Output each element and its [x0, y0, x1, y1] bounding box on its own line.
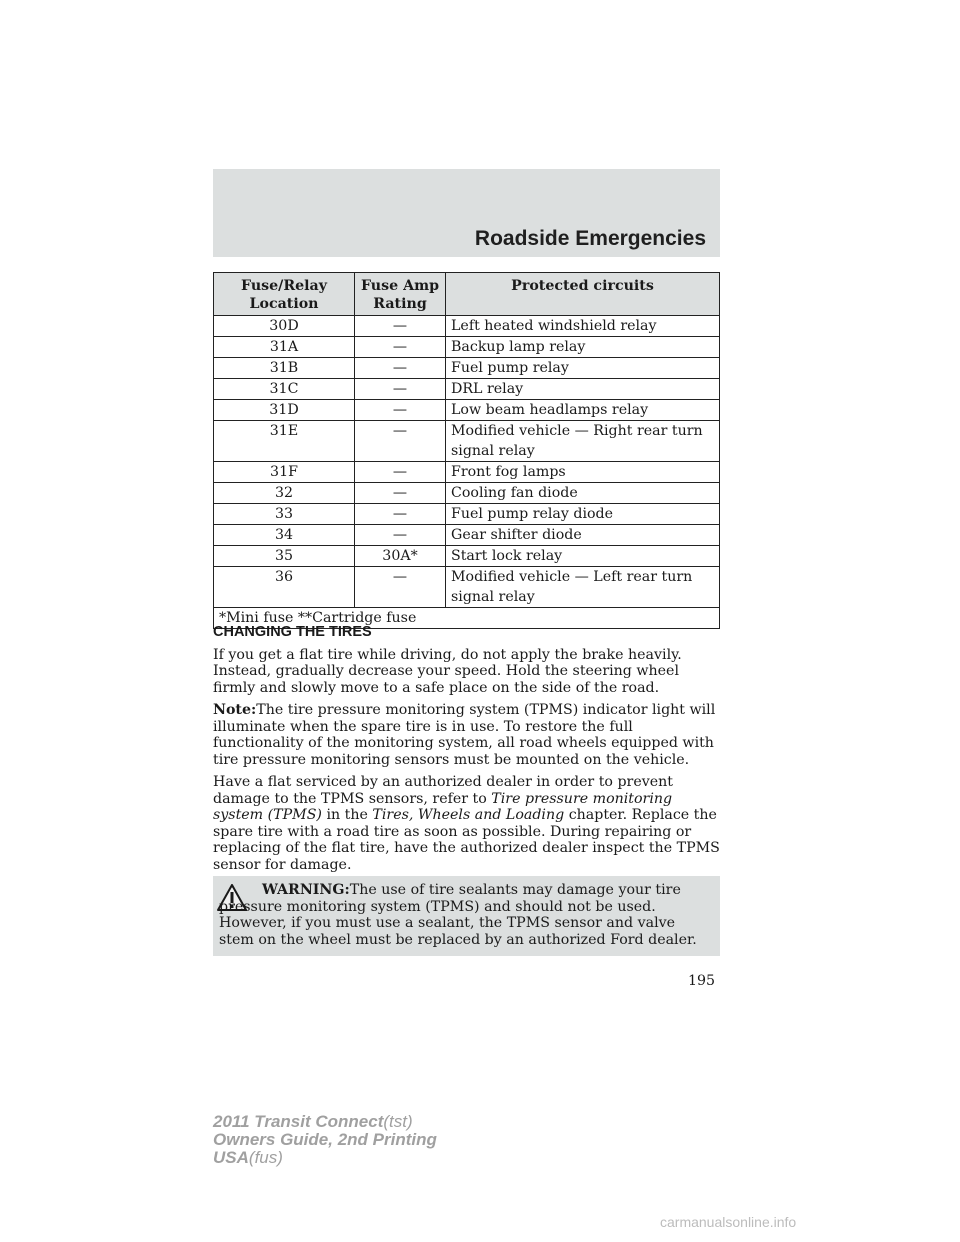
- location-cell: 31C: [214, 379, 355, 400]
- amp-cell: —: [355, 400, 446, 421]
- table-row: [214, 337, 720, 358]
- amp-cell: 30A*: [355, 546, 446, 567]
- amp-cell: —: [355, 316, 446, 337]
- table-footnote: *Mini fuse **Cartridge fuse: [214, 608, 720, 629]
- table-row: [214, 462, 720, 483]
- amp-cell: —: [355, 567, 446, 608]
- table-row: [214, 358, 720, 379]
- warning-label: WARNING:: [262, 882, 350, 898]
- note-paragraph: [213, 702, 720, 768]
- warning-paragraph: [219, 882, 712, 948]
- warning-text: The use of tire sealants may damage your tire pressure monitoring system (TPMS) and should not be used. However, if you must use a sealant, the TPMS sensor and valve stem on the wheel must be replaced by an authorized Ford dealer.: [219, 882, 697, 948]
- footer-line-3: [213, 1149, 437, 1167]
- amp-cell: —: [355, 421, 446, 462]
- warning-box: [213, 876, 720, 956]
- circuit-cell: Cooling fan diode: [446, 483, 720, 504]
- amp-cell: —: [355, 504, 446, 525]
- table-row: [214, 483, 720, 504]
- watermark: carmanualsonline.info: [660, 1214, 797, 1230]
- location-cell: 31A: [214, 337, 355, 358]
- circuit-cell: Low beam headlamps relay: [446, 400, 720, 421]
- service-text-b: in the: [321, 807, 373, 823]
- service-text-c: chapter. Replace the spare tire with a road tire as soon as possible. During repairing or replacing of the flat tire, have the authorized dealer inspect the TPMS sensor for damage.: [213, 807, 720, 873]
- circuit-cell: Fuel pump relay diode: [446, 504, 720, 525]
- section-title: CHANGING THE TIRES: [213, 624, 372, 640]
- footer-market: USA: [213, 1148, 249, 1167]
- amp-cell: —: [355, 483, 446, 504]
- fuse-table: [213, 272, 720, 629]
- amp-cell: —: [355, 337, 446, 358]
- location-cell: 33: [214, 504, 355, 525]
- circuit-cell: Start lock relay: [446, 546, 720, 567]
- circuit-cell: Front fog lamps: [446, 462, 720, 483]
- table-row: [214, 379, 720, 400]
- footer-printing: Owners Guide, 2nd Printing: [213, 1130, 437, 1149]
- table-row: [214, 316, 720, 337]
- circuit-cell: Modified vehicle — Left rear turn signal relay: [446, 567, 720, 608]
- column-header-location: Fuse/Relay Location: [214, 273, 355, 316]
- tire-change-section: [213, 624, 720, 879]
- location-cell: 35: [214, 546, 355, 567]
- service-text-a: Have a flat serviced by an authorized dealer in order to prevent damage to the TPMS sensors, refer to: [213, 774, 673, 807]
- paragraph-flat-tire: If you get a flat tire while driving, do not apply the brake heavily. Instead, gradually decrease your speed. Hold the steering wheel firmly and slowly move to a safe place on the side of the road.: [213, 646, 682, 696]
- section-header-band: [213, 169, 720, 257]
- footer-line-2: [213, 1131, 437, 1149]
- column-header-protected-circuits: Protected circuits: [446, 273, 720, 316]
- paragraph-service: [213, 774, 720, 873]
- location-cell: 32: [214, 483, 355, 504]
- location-cell: 31F: [214, 462, 355, 483]
- circuit-cell: Fuel pump relay: [446, 358, 720, 379]
- document-footer: [213, 1113, 437, 1167]
- table-row: [214, 400, 720, 421]
- table-row: [214, 421, 720, 462]
- footer-model-tag: (tst): [383, 1112, 413, 1131]
- location-cell: 30D: [214, 316, 355, 337]
- location-cell: 31B: [214, 358, 355, 379]
- table-row: [214, 567, 720, 608]
- circuit-cell: Backup lamp relay: [446, 337, 720, 358]
- fuse-table-header-row: [214, 273, 720, 316]
- location-cell: 34: [214, 525, 355, 546]
- footer-line-1: [213, 1113, 437, 1131]
- footer-model: 2011 Transit Connect: [213, 1112, 384, 1131]
- table-row: [214, 504, 720, 525]
- circuit-cell: DRL relay: [446, 379, 720, 400]
- table-row: [214, 546, 720, 567]
- table-row: [214, 525, 720, 546]
- section-header-title: Roadside Emergencies: [474, 227, 706, 250]
- amp-cell: —: [355, 462, 446, 483]
- circuit-cell: Left heated windshield relay: [446, 316, 720, 337]
- chapter-reference: Tires, Wheels and Loading: [372, 807, 565, 823]
- location-cell: 31D: [214, 400, 355, 421]
- amp-cell: —: [355, 358, 446, 379]
- page-number: 195: [688, 973, 716, 989]
- amp-cell: —: [355, 525, 446, 546]
- note-label: Note:: [213, 702, 257, 718]
- location-cell: 36: [214, 567, 355, 608]
- circuit-cell: Gear shifter diode: [446, 525, 720, 546]
- column-header-amp-rating: Fuse Amp Rating: [355, 273, 446, 316]
- note-text: The tire pressure monitoring system (TPMS) indicator light will illuminate when the spare tire is in use. To restore the full functionality of the monitoring system, all road wheels equipped with tire pressure monitoring sensors must be mounted on the vehicle.: [213, 702, 716, 768]
- tpms-reference: Tire pressure monitoring system (TPMS): [213, 790, 673, 823]
- footer-market-tag: (fus): [248, 1148, 283, 1167]
- circuit-cell: Modified vehicle — Right rear turn signal relay: [446, 421, 720, 462]
- amp-cell: —: [355, 379, 446, 400]
- location-cell: 31E: [214, 421, 355, 462]
